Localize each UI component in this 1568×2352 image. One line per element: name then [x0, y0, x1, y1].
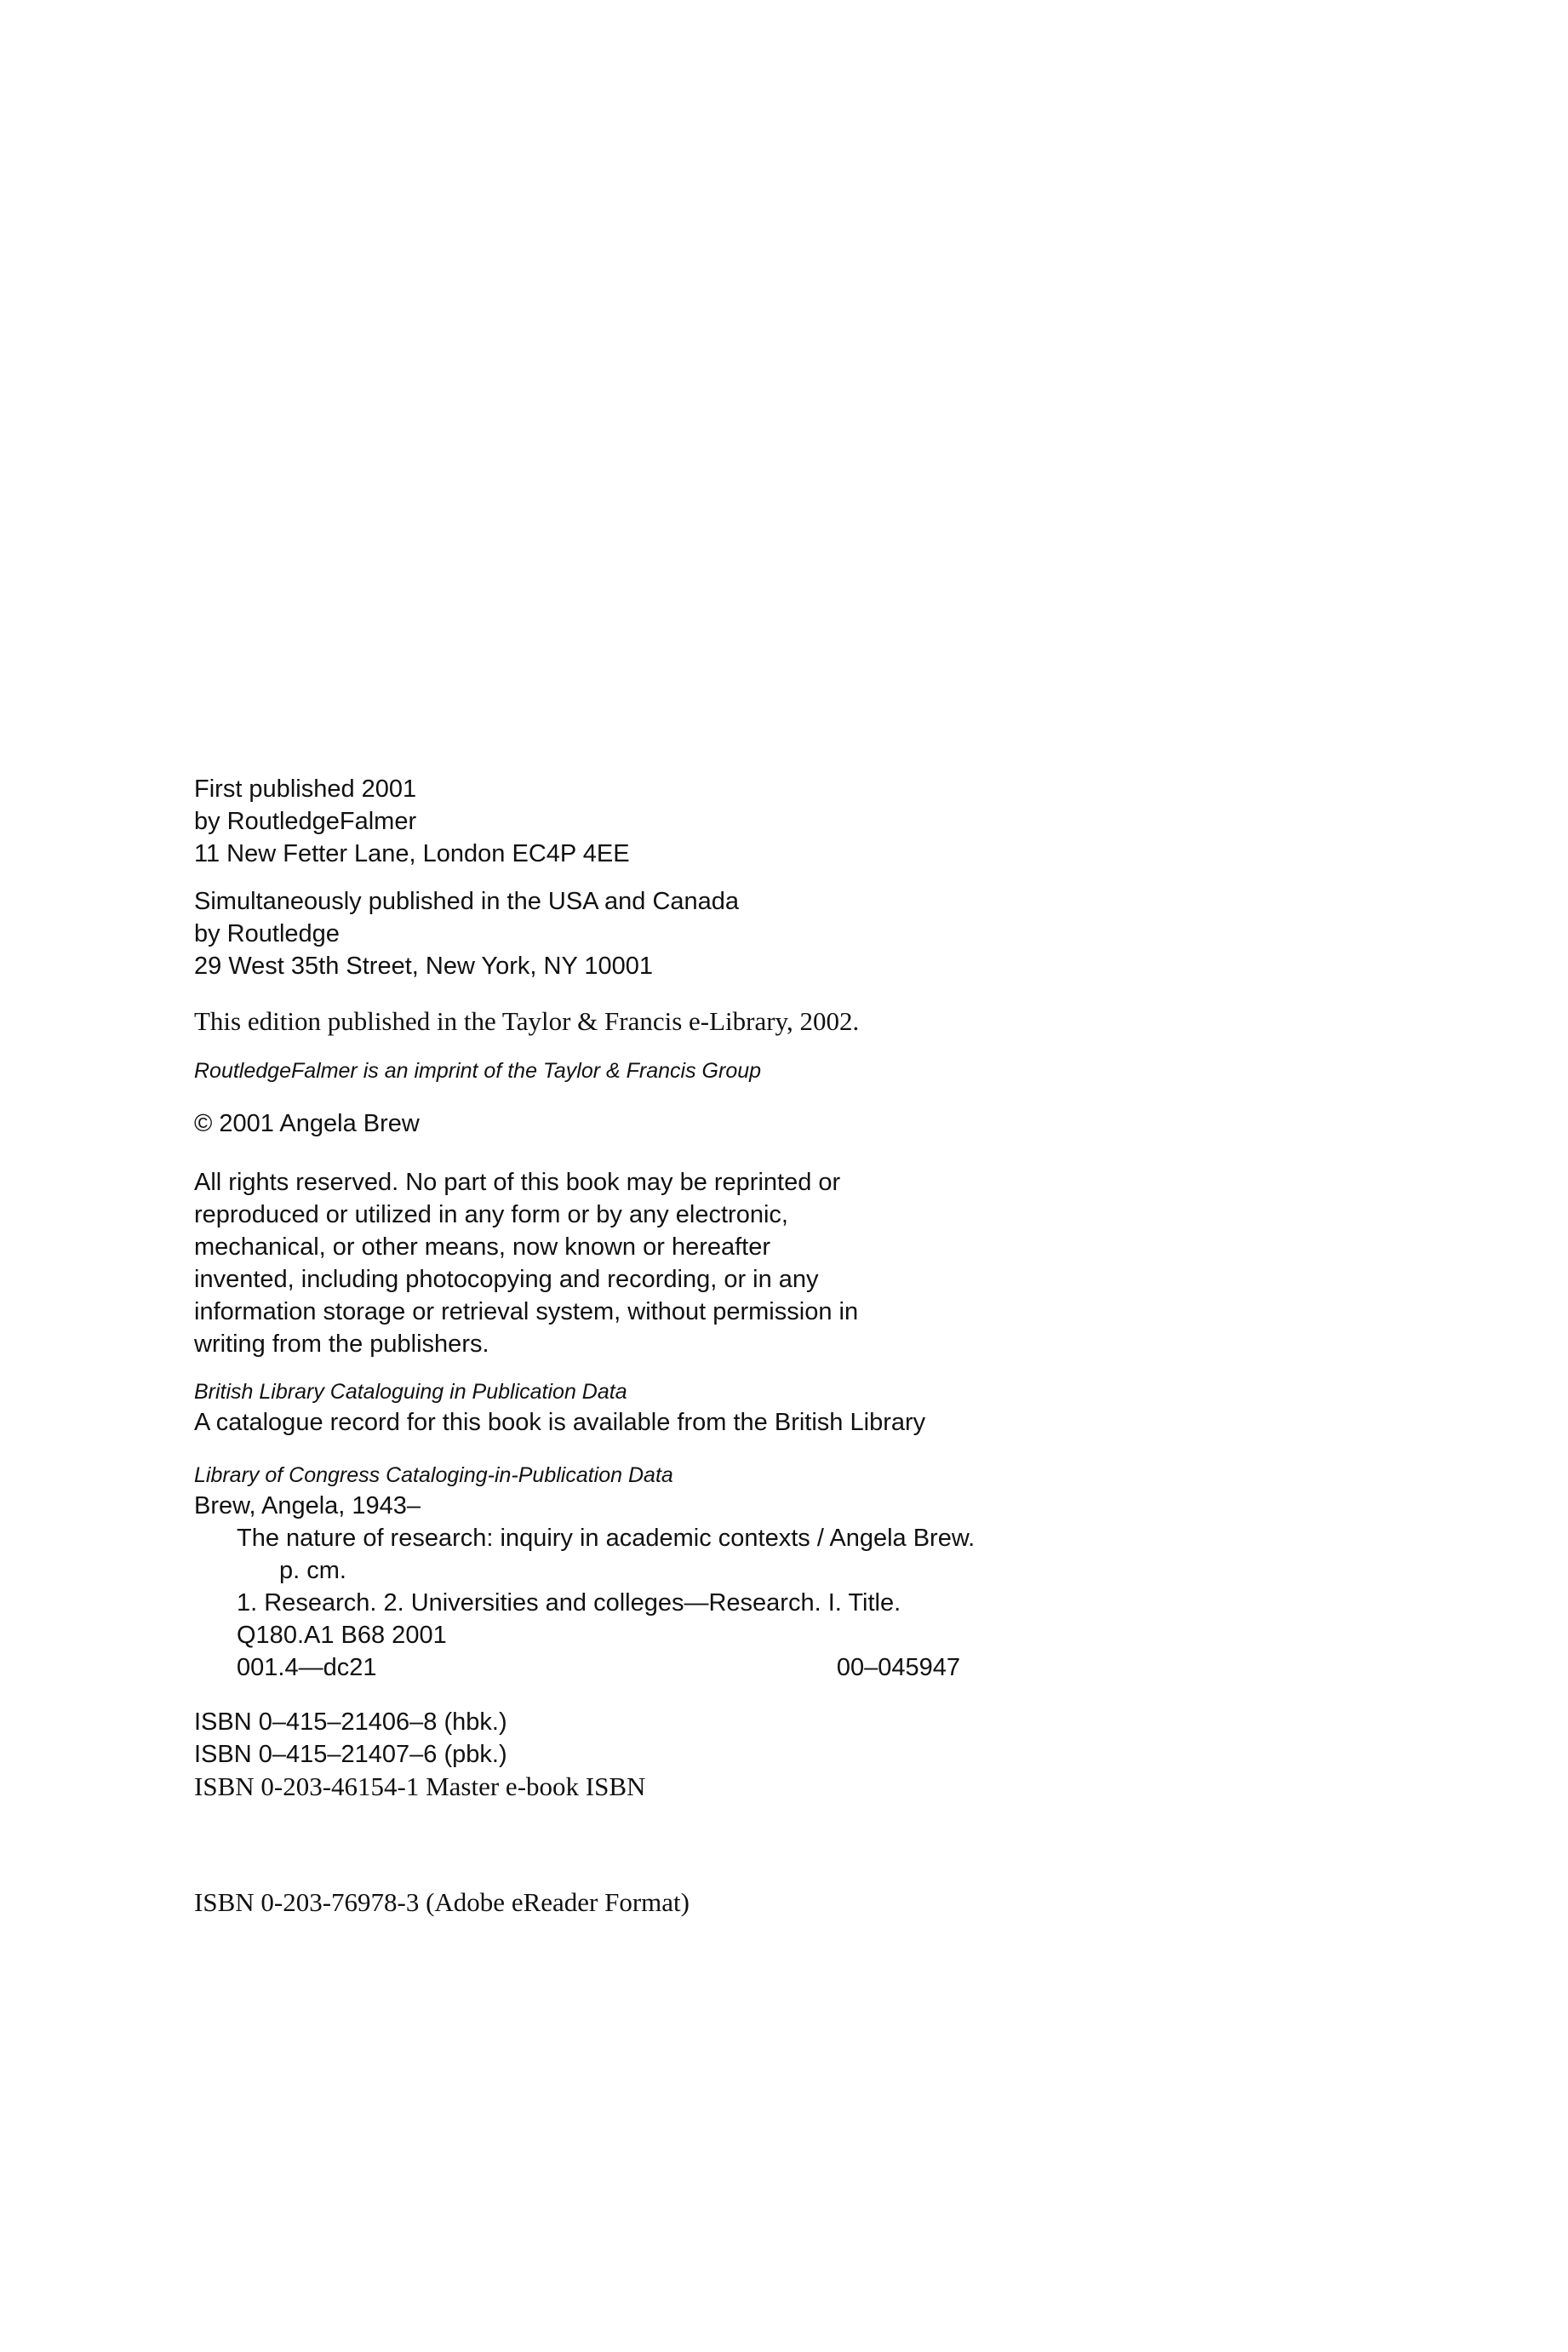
ebook-edition-block [194, 1005, 1216, 1038]
imprint-note-block [194, 1056, 1216, 1085]
ebook-edition-line: This edition published in the Taylor & Francis e-Library, 2002. [194, 1006, 860, 1036]
loc-classification-row [194, 1651, 960, 1684]
rights-block [194, 1166, 1216, 1360]
british-library-text: A catalogue record for this book is available from the British Library [194, 1409, 926, 1436]
loc-dewey: 001.4—dc21 [237, 1654, 377, 1681]
isbn-block [194, 1706, 1216, 1803]
isbn-adobe-block [194, 1886, 1216, 1919]
loc-block [194, 1461, 1216, 1684]
usa-publisher-line: by Routledge [194, 920, 340, 947]
loc-pages: p. cm. [279, 1557, 346, 1584]
first-published-block [194, 773, 1216, 870]
loc-subjects: 1. Research. 2. Universities and colleges—Research. I. Title. [237, 1589, 901, 1617]
imprint-note: RoutledgeFalmer is an imprint of the Taylor & Francis Group [194, 1059, 762, 1083]
loc-call-number: Q180.A1 B68 2001 [237, 1622, 447, 1649]
loc-lccn: 00–045947 [836, 1654, 960, 1681]
british-library-heading: British Library Cataloguing in Publication Data [194, 1380, 627, 1404]
usa-publication-block [194, 885, 1216, 982]
loc-heading: Library of Congress Cataloging-in-Publication Data [194, 1463, 673, 1487]
usa-address: 29 West 35th Street, New York, NY 10001 [194, 953, 653, 980]
rights-line: writing from the publishers. [194, 1331, 489, 1358]
copyright-line: © 2001 Angela Brew [194, 1110, 420, 1137]
rights-line: information storage or retrieval system, without permission in [194, 1298, 859, 1325]
rights-line: mechanical, or other means, now known or hereafter [194, 1233, 771, 1261]
british-library-block [194, 1377, 1216, 1439]
usa-line: Simultaneously published in the USA and Canada [194, 888, 740, 915]
loc-author: Brew, Angela, 1943– [194, 1492, 421, 1519]
publisher-line: by RoutledgeFalmer [194, 808, 417, 835]
rights-line: All rights reserved. No part of this book may be reprinted or [194, 1169, 841, 1196]
copyright-block [194, 1107, 1216, 1140]
isbn-pbk: ISBN 0–415–21407–6 (pbk.) [194, 1741, 507, 1768]
isbn-adobe: ISBN 0-203-76978-3 (Adobe eReader Format) [194, 1887, 690, 1917]
first-published-line: First published 2001 [194, 775, 417, 803]
rights-line: reproduced or utilized in any form or by any electronic, [194, 1201, 788, 1228]
rights-line: invented, including photocopying and recording, or in any [194, 1266, 819, 1293]
isbn-hbk: ISBN 0–415–21406–8 (hbk.) [194, 1708, 507, 1736]
publisher-address: 11 New Fetter Lane, London EC4P 4EE [194, 840, 630, 867]
isbn-master-ebook: ISBN 0-203-46154-1 Master e-book ISBN [194, 1771, 646, 1801]
loc-title: The nature of research: inquiry in academic contexts / Angela Brew. [237, 1525, 976, 1552]
